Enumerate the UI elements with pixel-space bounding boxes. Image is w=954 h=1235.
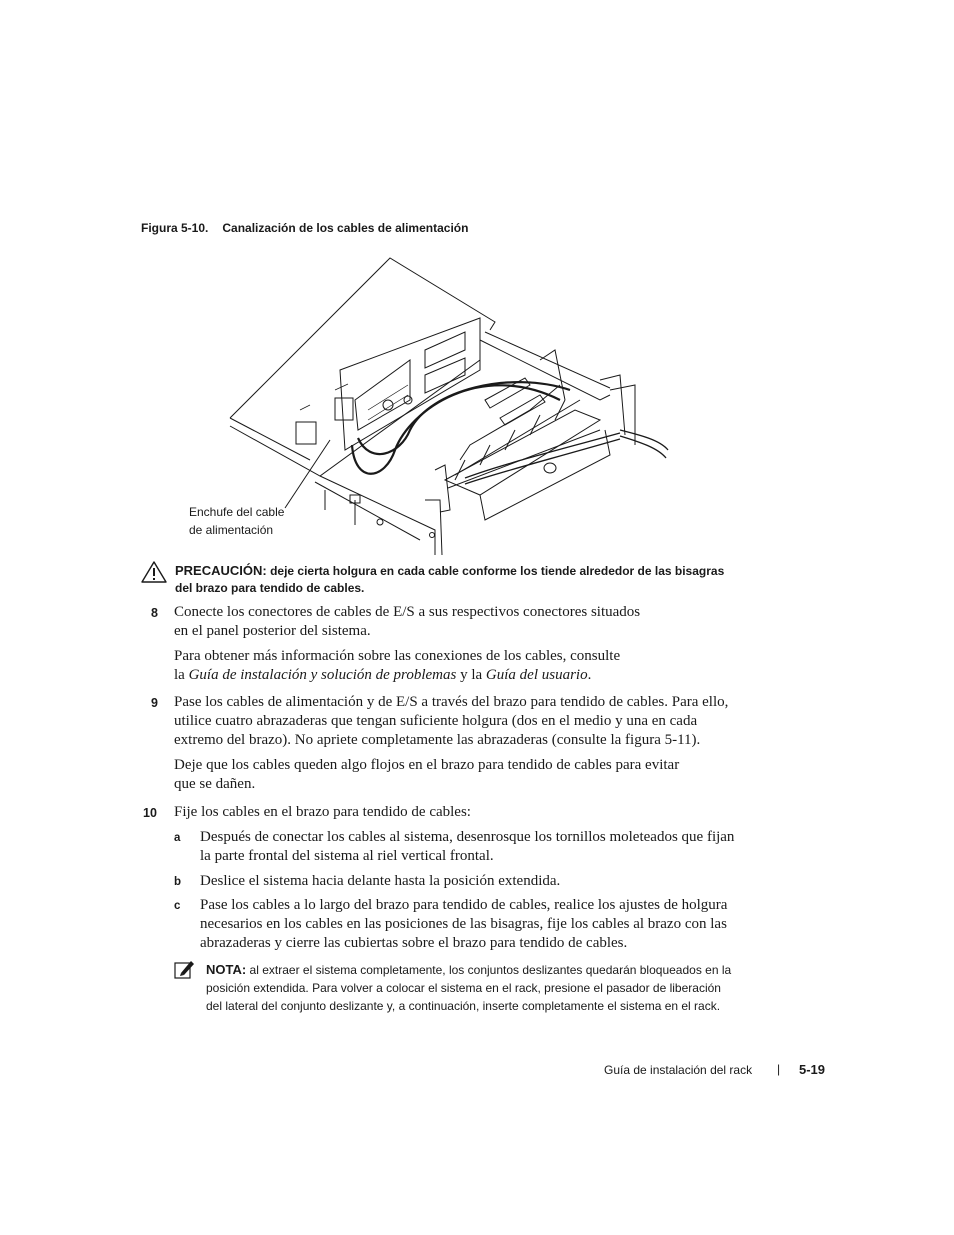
step-number-10: 10 [143,806,157,820]
note-block [206,961,766,1015]
step-9-text [174,693,728,750]
step-9-line-2: utilice cuatro abrazaderas que tengan suficiente holgura (dos en el medio y una en cada [174,713,698,729]
note-text-1: al extraer el sistema completamente, los conjuntos deslizantes quedarán bloqueados en la [249,963,732,977]
note-text-2: posición extendida. Para volver a colocar el sistema en el rack, presione el pasador de liberación [206,981,721,995]
para-end: . [587,667,592,683]
substep-letter-a: a [174,832,181,844]
callout-line-2: de alimentación [189,523,274,537]
caution-triangle-icon [141,561,167,583]
substep-letter-b: b [174,876,182,888]
substep-letter-c: c [174,900,181,912]
caution-label: PRECAUCIÓN: [175,563,267,578]
step-8-para2-line-1: Para obtener más información sobre las conexiones de los cables, consulte [174,648,621,664]
substep-b-text: Deslice el sistema hacia delante hasta la posición extendida. [200,873,561,889]
step-9-line-1: Pase los cables de alimentación y de E/S a través del brazo para tendido de cables. Para ello, [174,694,729,710]
caution-block [175,562,775,597]
page-number: 5-19 [799,1062,826,1077]
substep-c-line-2: necesarios en los cables en las posiciones de las bisagras, fije los cables al brazo con las [200,916,727,932]
substep-a-line-2: la parte frontal del sistema al riel vertical frontal. [200,848,494,864]
note-pencil-icon [173,958,195,980]
figure-number: Figura 5-10. [141,221,209,235]
step-10-text: Fije los cables en el brazo para tendido de cables: [174,804,471,820]
substep-a-text [200,828,734,866]
reference-guide-user: Guía del usuario [485,667,588,683]
para-mid: y la [456,667,486,683]
substep-c-line-1: Pase los cables a lo largo del brazo para tendido de cables, realice los ajustes de holgura [200,897,728,913]
figure-callout [189,503,284,539]
footer-title: Guía de instalación del rack [604,1063,753,1077]
step-8-paragraph-2 [174,647,620,685]
step-number-8: 8 [151,606,158,620]
step-9-para2-line-1: Deje que los cables queden algo flojos en el brazo para tendido de cables para evitar [174,757,680,773]
step-number-9: 9 [151,696,158,710]
para-prefix: la [174,667,189,683]
step-9-para2-line-2: que se dañen. [174,776,256,792]
note-label: NOTA: [206,962,247,977]
step-9-paragraph-2 [174,756,679,794]
step-9-line-3: extremo del brazo). No apriete completamente las abrazaderas (consulte la figura 5-11). [174,732,701,748]
note-text-3: del lateral del conjunto deslizante y, a continuación, inserte completamente el sistema en el rack. [206,999,721,1013]
caution-text-2: del brazo para tendido de cables. [175,581,365,595]
footer-separator: | [777,1062,781,1076]
figure-caption [141,221,468,235]
substep-a-line-1: Después de conectar los cables al sistema, desenrosque los tornillos moleteados que fijan [200,829,735,845]
step-8-line-2: en el panel posterior del sistema. [174,623,371,639]
substep-c-line-3: abrazaderas y cierre las cubiertas sobre el brazo para tendido de cables. [200,935,628,951]
figure-title: Canalización de los cables de alimentación [222,221,469,235]
reference-guide-install: Guía de instalación y solución de problemas [188,667,457,683]
step-8-text [174,603,640,641]
callout-line-1: Enchufe del cable [189,505,285,519]
footer [604,1063,752,1077]
substep-c-text [200,896,727,953]
caution-text-1: deje cierta holgura en cada cable conforme los tiende alrededor de las bisagras [270,564,725,578]
step-8-line-1: Conecte los conectores de cables de E/S a sus respectivos conectores situados [174,604,641,620]
